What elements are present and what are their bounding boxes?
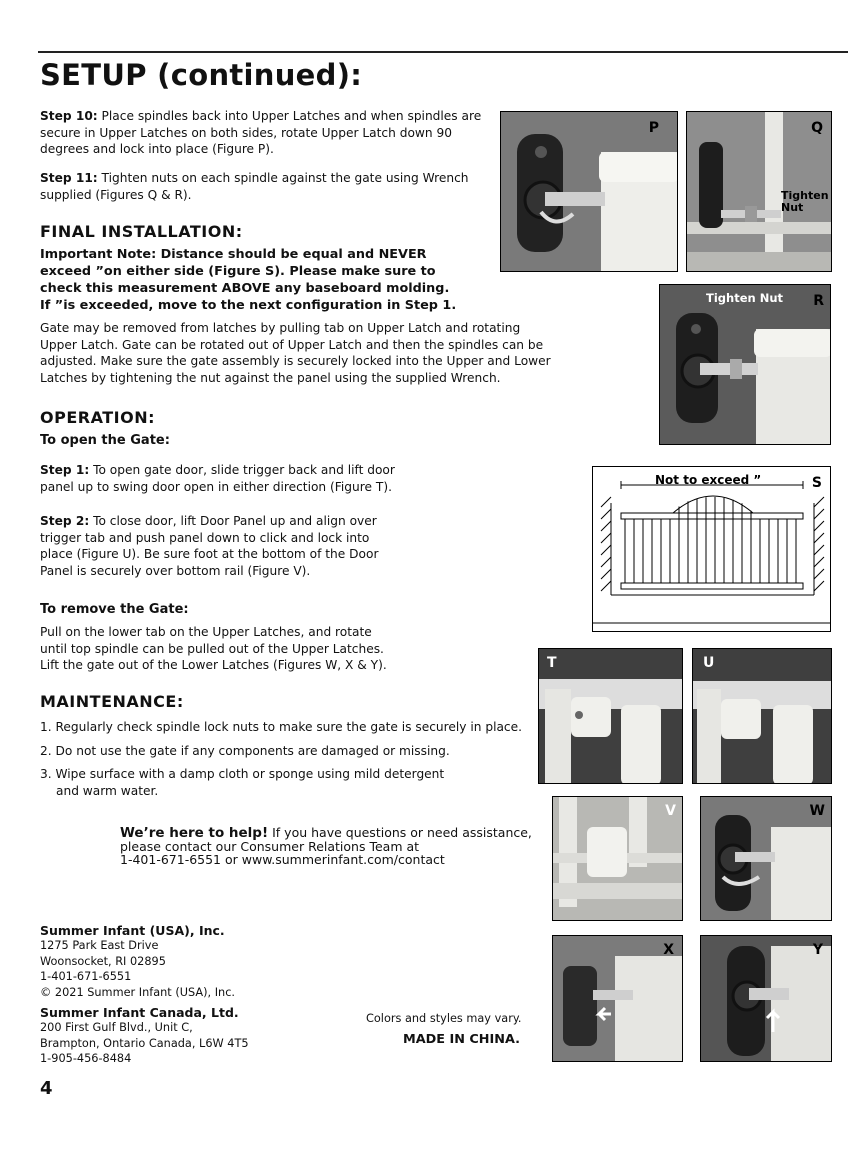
usa-company-name: Summer Infant (USA), Inc. (40, 923, 225, 938)
figure-r-label: R (813, 293, 824, 309)
step-10-label: Step 10: (40, 109, 98, 123)
step-11-line2: supplied (Figures Q & R). (40, 187, 192, 202)
figure-t (538, 648, 683, 784)
operation-step-2-label: Step 2: (40, 514, 90, 528)
final-body-line: adjusted. Make sure the gate assembly is securely locked into the Upper and Lower (40, 354, 551, 369)
remove-line: Lift the gate out of the Lower Latches (Figures W, X & Y). (40, 658, 387, 673)
step-10-line3: degrees and lock into place (Figure P). (40, 142, 274, 157)
page-number: 4 (40, 1078, 53, 1099)
figure-w-label: W (809, 803, 825, 819)
remove-line: Pull on the lower tab on the Upper Latches, and rotate (40, 625, 372, 639)
help-text: If you have questions or need assistance, (268, 825, 532, 840)
operation-step-2-line: Panel is securely over bottom rail (Figure V). (40, 563, 311, 578)
operation-heading: OPERATION: (40, 408, 155, 427)
operation-step-2 (40, 513, 460, 579)
colors-note: Colors and styles may vary. (366, 1012, 522, 1025)
operation-step-1-label: Step 1: (40, 463, 90, 477)
figure-q (686, 111, 832, 272)
figure-x (552, 935, 683, 1062)
operation-step-1 (40, 462, 460, 495)
step-11-text: Tighten nuts on each spindle against the gate using Wrench (97, 171, 469, 185)
step-11-label: Step 11: (40, 171, 98, 185)
maintenance-item: 3. Wipe surface with a damp cloth or sponge using mild detergent (40, 767, 445, 782)
figure-q-callout-line: Nut (781, 201, 804, 214)
remove-gate-text (40, 624, 480, 674)
made-in-china: MADE IN CHINA. (403, 1032, 520, 1047)
figure-r (659, 284, 831, 445)
usa-address (40, 923, 235, 1000)
figure-p-label: P (648, 120, 659, 136)
final-body (40, 320, 600, 386)
figure-v-label: V (665, 803, 676, 819)
important-line: exceed ”on either side (Figure S). Please make sure to (40, 264, 436, 279)
step-11 (40, 170, 500, 203)
step-10 (40, 108, 500, 158)
maintenance-heading: MAINTENANCE: (40, 692, 184, 711)
figure-y (700, 935, 832, 1062)
figure-s-illustration (593, 467, 831, 632)
page-title: SETUP (continued): (40, 58, 363, 92)
figure-r-illustration (660, 285, 831, 445)
remove-line: until top spindle can be pulled out of the Upper Latches. (40, 641, 384, 656)
figure-s-label: S (811, 475, 822, 491)
maintenance-list (40, 719, 540, 799)
figure-u-label: U (703, 655, 715, 671)
figure-q-callout-line: Tighten (781, 189, 829, 202)
important-line: check this measurement ABOVE any baseboard molding. (40, 281, 450, 296)
figure-t-illustration (539, 649, 683, 784)
figure-q-label: Q (811, 120, 823, 136)
figure-q-callout (781, 190, 829, 214)
figure-r-callout: Tighten Nut (706, 291, 784, 305)
canada-address-line: 200 First Gulf Blvd., Unit C, (40, 1021, 193, 1035)
help-line2: please contact our Consumer Relations Team at (120, 839, 420, 854)
canada-address-line: Brampton, Ontario Canada, L6W 4T5 (40, 1036, 249, 1050)
final-body-line: Upper Latch. Gate can be rotated out of Upper Latch and then the spindles can be (40, 337, 544, 352)
final-body-line: Gate may be removed from latches by pulling tab on Upper Latch and rotating (40, 321, 521, 335)
final-body-line: Latches by tightening the nut against the panel using the supplied Wrench. (40, 370, 501, 385)
usa-address-line: © 2021 Summer Infant (USA), Inc. (40, 985, 235, 999)
operation-step-1-text: To open gate door, slide trigger back and lift door (89, 463, 395, 477)
figure-s (592, 466, 831, 632)
operation-step-2-line: trigger tab and push panel down to click and lock into (40, 530, 370, 545)
figure-y-label: Y (812, 942, 823, 958)
remove-gate-heading: To remove the Gate: (40, 602, 189, 617)
usa-address-line: Woonsocket, RI 02895 (40, 954, 166, 968)
canada-company-name: Summer Infant Canada, Ltd. (40, 1005, 239, 1020)
figure-p (500, 111, 678, 272)
operation-step-2-line: place (Figure U). Be sure foot at the bottom of the Door (40, 547, 379, 562)
figure-u (692, 648, 832, 784)
step-10-text: Place spindles back into Upper Latches and when spindles are (97, 109, 482, 123)
usa-address-line: 1-401-671-6551 (40, 970, 132, 984)
usa-address-line: 1275 Park East Drive (40, 939, 159, 953)
top-rule (38, 51, 848, 53)
operation-step-2-text: To close door, lift Door Panel up and align over (89, 514, 377, 528)
figure-p-illustration (501, 112, 678, 272)
final-installation-heading: FINAL INSTALLATION: (40, 222, 243, 241)
important-line: Important Note: Distance should be equal and NEVER (40, 247, 427, 262)
maintenance-item: 1. Regularly check spindle lock nuts to make sure the gate is securely in place. (40, 720, 522, 734)
maintenance-item-cont: and warm water. (56, 783, 159, 798)
figure-s-callout: Not to exceed ” (655, 473, 762, 487)
important-line: If ”is exceeded, move to the next configuration in Step 1. (40, 298, 457, 313)
figure-v-illustration (553, 797, 683, 921)
open-gate-heading: To open the Gate: (40, 433, 170, 448)
canada-address (40, 1005, 249, 1067)
figure-v (552, 796, 683, 921)
important-note (40, 246, 500, 314)
figure-x-label: X (663, 942, 674, 958)
step-10-line2: secure in Upper Latches on both sides, rotate Upper Latch down 90 (40, 125, 453, 140)
help-bold: We’re here to help! (120, 825, 269, 841)
operation-step-1-line2: panel up to swing door open in either direction (Figure T). (40, 479, 392, 494)
figure-t-label: T (547, 655, 557, 671)
help-block (120, 826, 540, 866)
figure-w (700, 796, 832, 921)
canada-address-line: 1-905-456-8484 (40, 1052, 132, 1066)
help-line3: 1-401-671-6551 or www.summerinfant.com/contact (120, 852, 445, 867)
maintenance-item: 2. Do not use the gate if any components are damaged or missing. (40, 743, 450, 758)
